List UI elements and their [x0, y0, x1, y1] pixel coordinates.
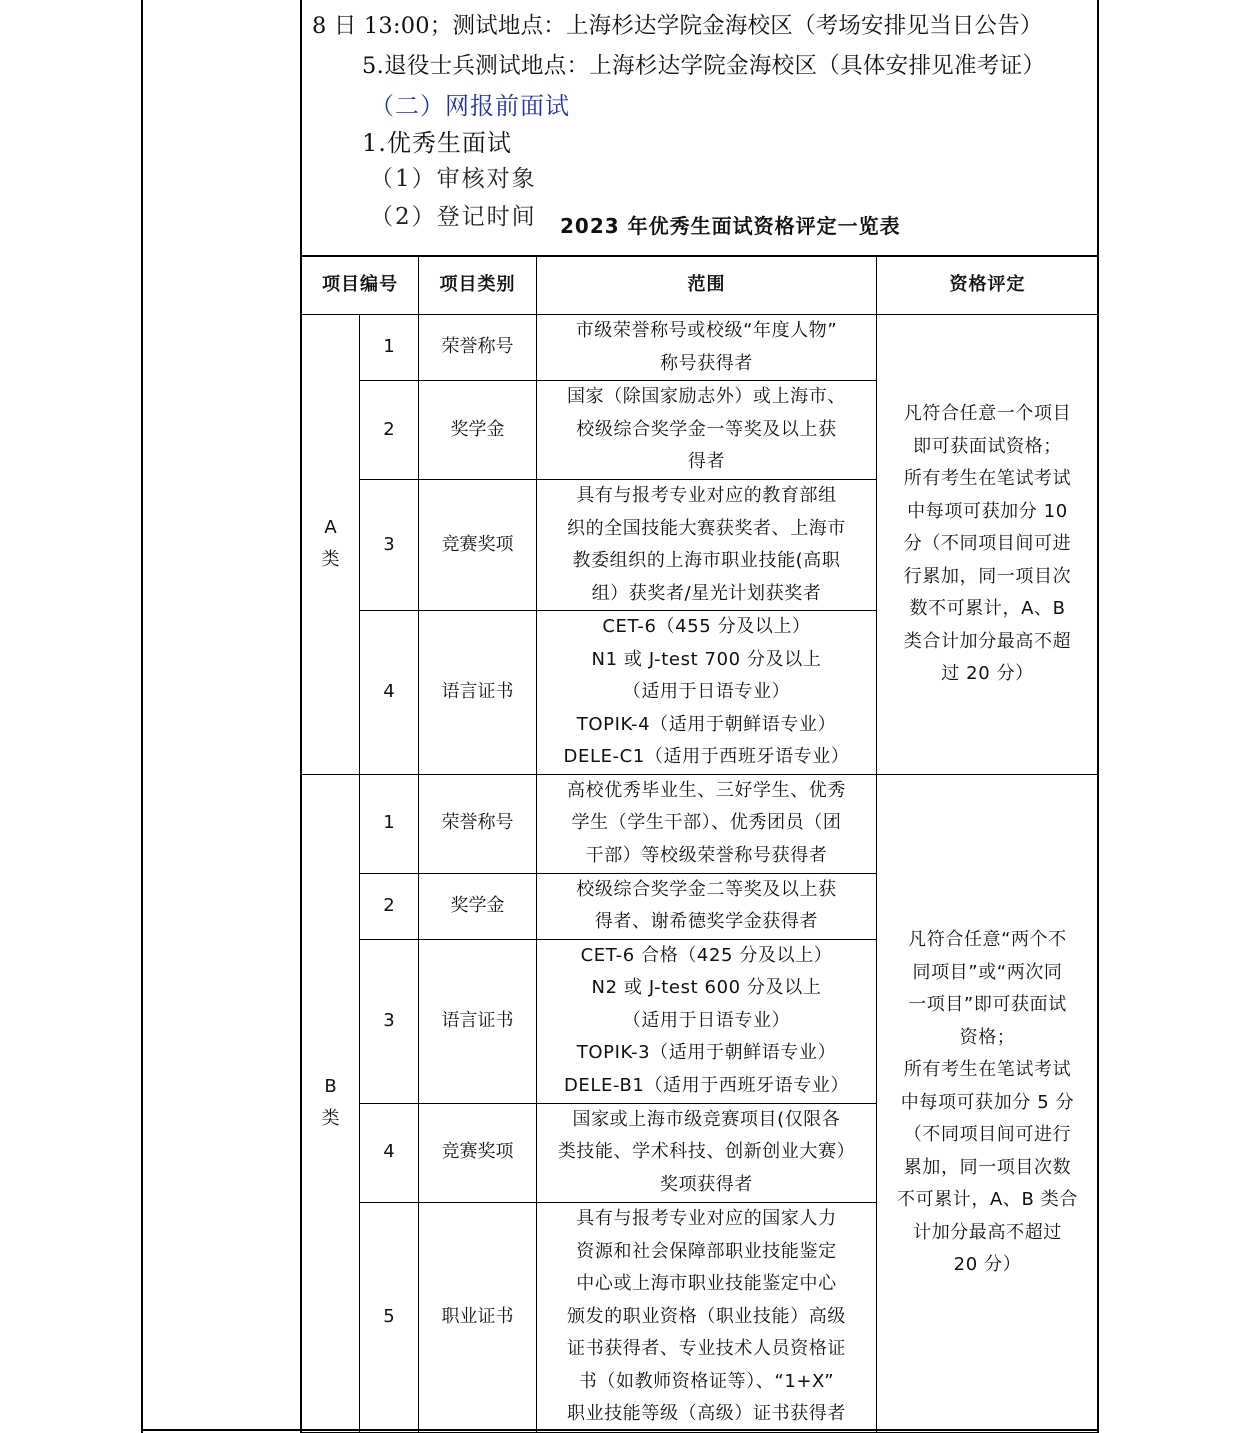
cell-line: （不同项目间可进行 — [903, 1124, 1072, 1146]
cell-line: 数不可累计，A、B — [909, 598, 1066, 619]
cell-line: 干部）等校级荣誉称号获得者 — [585, 844, 828, 866]
item-scope — [537, 1103, 877, 1202]
cell-line: 计加分最高不超过 — [913, 1221, 1062, 1243]
item-scope — [537, 611, 877, 775]
item-number: 2 — [360, 873, 419, 939]
item-scope — [537, 1202, 877, 1432]
cell-line: DELE-B1（适用于西班牙语专业） — [563, 1074, 850, 1096]
cell-line: A — [324, 516, 337, 538]
cell-line: 过 20 分） — [941, 663, 1034, 684]
cell-line: 称号获得者 — [660, 352, 753, 374]
item-category: 语言证书 — [419, 939, 537, 1103]
cell-line: 类 — [321, 1108, 340, 1129]
item-number: 2 — [360, 381, 419, 480]
item-number: 4 — [360, 1103, 419, 1202]
cell-line: B — [324, 1075, 337, 1097]
group-qualification-b — [877, 774, 1099, 1432]
cell-line: 凡符合任意“两个不 — [908, 929, 1067, 951]
item-category: 语言证书 — [419, 611, 537, 775]
cell-line: 校级综合奖学金一等奖及以上获 — [576, 418, 837, 440]
group-label-b — [302, 774, 360, 1432]
cell-line: 织的全国技能大赛获奖者、上海市 — [567, 517, 846, 539]
cell-line: 得者、谢希德奖学金获得者 — [594, 911, 819, 932]
header-qualification: 资格评定 — [877, 257, 1099, 315]
item-category: 竞赛奖项 — [419, 1103, 537, 1202]
cell-line: 行累加，同一项目次 — [903, 565, 1072, 587]
cell-line: 证书获得者、专业技术人员资格证 — [567, 1338, 846, 1360]
cell-line: 资源和社会保障部职业技能鉴定 — [576, 1240, 837, 1262]
table-row — [302, 315, 1099, 381]
intro-line-2: 5.退役士兵测试地点：上海杉达学院金海校区（具体安排见准考证） — [362, 53, 1046, 79]
cell-line: CET-6 合格（425 分及以上） — [580, 944, 833, 966]
cell-line: 分（不同项目间可进 — [903, 533, 1072, 554]
cell-line: 国家（除国家励志外）或上海市、 — [567, 386, 846, 408]
cell-line: 市级荣誉称号或校级“年度人物” — [575, 320, 838, 341]
item-category: 奖学金 — [419, 873, 537, 939]
item-scope — [537, 939, 877, 1103]
item-category: 荣誉称号 — [419, 315, 537, 381]
cell-line: CET-6（455 分及以上） — [602, 616, 811, 637]
cell-line: 凡符合任意一个项目 — [903, 403, 1072, 424]
cell-line: 累加，同一项目次数 — [903, 1156, 1072, 1178]
cell-line: 颁发的职业资格（职业技能）高级 — [567, 1305, 846, 1327]
cell-line: 组）获奖者/星光计划获奖者 — [591, 582, 822, 604]
item-number: 3 — [360, 939, 419, 1103]
item-scope — [537, 381, 877, 480]
cell-line: 国家或上海市级竞赛项目(仅限各 — [572, 1108, 841, 1130]
header-code: 项目编号 — [302, 257, 419, 315]
cell-line: N1 或 J-test 700 分及以上 — [591, 648, 822, 670]
section-heading: （二）网报前面试 — [370, 92, 570, 120]
qualification-table — [301, 256, 1099, 1433]
table-header-row — [302, 257, 1099, 315]
item-category: 竞赛奖项 — [419, 480, 537, 611]
cell-line: 所有考生在笔试考试 — [903, 468, 1072, 489]
cell-line: 具有与报考专业对应的国家人力 — [576, 1208, 837, 1230]
table-title: 2023 年优秀生面试资格评定一览表 — [560, 214, 901, 238]
item-number: 1 — [360, 774, 419, 873]
cell-line: 20 分） — [953, 1254, 1022, 1276]
cell-line: 得者 — [687, 451, 726, 473]
cell-line: 具有与报考专业对应的教育部组 — [576, 485, 837, 506]
cell-line: 同项目”或“两次同 — [912, 961, 1063, 983]
cell-line: 资格； — [959, 1026, 1016, 1048]
item-registration-time: （2）登记时间 — [370, 204, 537, 230]
intro-line-1: 8 日 13:00；测试地点：上海杉达学院金海校区（考场安排见当日公告） — [312, 13, 1043, 39]
cell-line: 中每项可获加分 5 分 — [900, 1091, 1075, 1113]
item-scope — [537, 873, 877, 939]
cell-line: 类 — [321, 549, 340, 571]
cell-line: 教委组织的上海市职业技能(高职 — [572, 550, 841, 571]
cell-line: 一项目”即可获面试 — [908, 994, 1067, 1016]
subsection-heading: 1.优秀生面试 — [362, 129, 512, 157]
cell-line: 中心或上海市职业技能鉴定中心 — [576, 1273, 837, 1295]
cell-line: 中每项可获加分 10 — [907, 500, 1068, 522]
item-number: 4 — [360, 611, 419, 775]
item-number: 3 — [360, 480, 419, 611]
cell-line: 即可获面试资格； — [913, 435, 1062, 457]
table-row — [302, 774, 1099, 873]
cell-line: （适用于日语专业） — [622, 681, 791, 702]
item-number: 5 — [360, 1202, 419, 1432]
cell-line: TOPIK-4（适用于朝鲜语专业） — [576, 713, 837, 735]
cell-line: 职业技能等级（高级）证书获得者 — [567, 1403, 846, 1425]
group-qualification-a — [877, 315, 1099, 775]
item-category: 职业证书 — [419, 1202, 537, 1432]
cell-line: 书（如教师资格证等）、“1+X” — [578, 1370, 835, 1392]
cell-line: 奖项获得者 — [660, 1173, 753, 1195]
item-scope — [537, 315, 877, 381]
cell-line: 校级综合奖学金二等奖及以上获 — [576, 878, 837, 900]
cell-line: 不可累计，A、B 类合 — [897, 1189, 1078, 1211]
cell-line: （适用于日语专业） — [622, 1009, 791, 1031]
cell-line: 学生（学生干部）、优秀团员（团 — [571, 812, 842, 834]
group-label-a — [302, 315, 360, 775]
item-scope — [537, 480, 877, 611]
cell-line: 类合计加分最高不超 — [903, 630, 1072, 652]
item-scope — [537, 774, 877, 873]
cell-line: DELE-C1（适用于西班牙语专业） — [563, 746, 850, 767]
cell-line: TOPIK-3（适用于朝鲜语专业） — [576, 1042, 837, 1064]
cell-line: 类技能、学术科技、创新创业大赛） — [557, 1141, 856, 1163]
item-category: 荣誉称号 — [419, 774, 537, 873]
item-review-target: （1）审核对象 — [370, 166, 537, 192]
item-category: 奖学金 — [419, 381, 537, 480]
cell-line: 高校优秀毕业生、三好学生、优秀 — [567, 779, 846, 801]
header-scope: 范围 — [537, 257, 877, 315]
frame-left-border — [141, 0, 143, 1433]
cell-line: N2 或 J-test 600 分及以上 — [591, 977, 822, 999]
header-category: 项目类别 — [419, 257, 537, 315]
cell-line: 所有考生在笔试考试 — [903, 1059, 1072, 1081]
item-number: 1 — [360, 315, 419, 381]
